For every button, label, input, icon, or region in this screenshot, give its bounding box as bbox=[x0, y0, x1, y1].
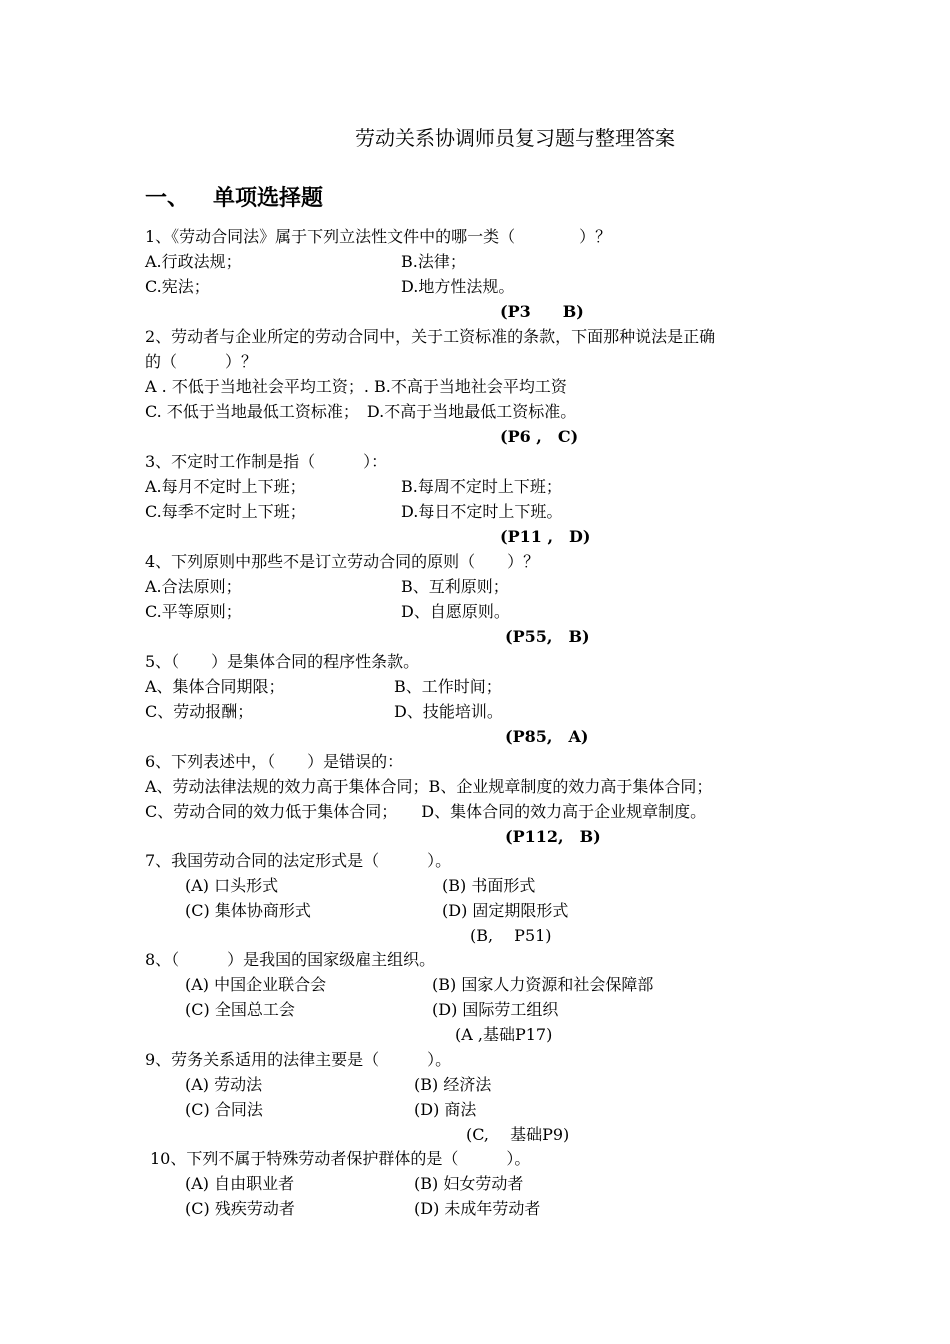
question-stem: 8、（ ）是我国的国家级雇主组织。 bbox=[145, 950, 436, 969]
options-line: A . 不低于当地社会平均工资；. B.不高于当地社会平均工资 bbox=[145, 377, 567, 396]
section-label: 单项选择题 bbox=[213, 186, 324, 211]
question-stem: 5、（ ）是集体合同的程序性条款。 bbox=[145, 652, 420, 671]
answer-reference: (P112, B) bbox=[505, 827, 601, 846]
option-a: (A) 口头形式 bbox=[185, 876, 279, 895]
answer-reference: (P3 B) bbox=[500, 302, 584, 321]
page-title: 劳动关系协调师员复习题与整理答案 bbox=[355, 126, 675, 150]
option-d: D、自愿原则。 bbox=[401, 602, 510, 621]
option-a: (A) 自由职业者 bbox=[185, 1174, 295, 1193]
option-d: D.地方性法规。 bbox=[401, 277, 515, 296]
option-c: (C) 合同法 bbox=[185, 1100, 263, 1119]
option-b: B.法律； bbox=[401, 252, 466, 271]
option-d: (D) 固定期限形式 bbox=[442, 901, 569, 920]
question-stem-continued: 的（ ）？ bbox=[145, 352, 258, 371]
answer-reference: (P6 , C) bbox=[500, 427, 579, 446]
option-c: (C) 残疾劳动者 bbox=[185, 1199, 295, 1218]
option-c: C.平等原则； bbox=[145, 602, 242, 621]
option-d: (D) 未成年劳动者 bbox=[414, 1199, 541, 1218]
question-stem: 9、劳务关系适用的法律主要是（ ）。 bbox=[145, 1050, 452, 1069]
question-stem: 6、下列表述中，（ ）是错误的： bbox=[145, 752, 404, 771]
option-a: A.合法原则； bbox=[145, 577, 242, 596]
option-c: C.宪法； bbox=[145, 277, 210, 296]
option-a: (A) 劳动法 bbox=[185, 1075, 263, 1094]
option-a: A.行政法规； bbox=[145, 252, 242, 271]
option-a: A.每月不定时上下班； bbox=[145, 477, 306, 496]
question-stem: 7、我国劳动合同的法定形式是（ ）。 bbox=[145, 851, 452, 870]
option-d: D、技能培训。 bbox=[394, 702, 503, 721]
option-a: A、集体合同期限； bbox=[145, 677, 285, 696]
question-stem: 10、下列不属于特殊劳动者保护群体的是（ ）。 bbox=[150, 1149, 531, 1168]
option-b: (B) 国家人力资源和社会保障部 bbox=[432, 975, 654, 994]
answer-reference: (C, 基础P9) bbox=[466, 1125, 570, 1144]
option-b: B、工作时间； bbox=[394, 677, 502, 696]
options-line: C、劳动合同的效力低于集体合同； D、集体合同的效力高于企业规章制度。 bbox=[145, 802, 707, 821]
answer-reference: (P85, A) bbox=[505, 727, 589, 746]
option-c: (C) 全国总工会 bbox=[185, 1000, 295, 1019]
section-number: 一、 bbox=[145, 186, 190, 211]
question-stem: 4、下列原则中那些不是订立劳动合同的原则（ ）？ bbox=[145, 552, 540, 571]
question-stem: 1、《劳动合同法》属于下列立法性文件中的哪一类（ ）？ bbox=[145, 227, 612, 246]
answer-reference: (B, P51) bbox=[470, 926, 552, 945]
option-d: (D) 商法 bbox=[414, 1100, 477, 1119]
option-d: D.每日不定时上下班。 bbox=[401, 502, 563, 521]
option-b: (B) 妇女劳动者 bbox=[414, 1174, 524, 1193]
option-c: C、劳动报酬； bbox=[145, 702, 254, 721]
option-d: (D) 国际劳工组织 bbox=[432, 1000, 559, 1019]
option-c: (C) 集体协商形式 bbox=[185, 901, 311, 920]
answer-reference: (P55, B) bbox=[505, 627, 590, 646]
option-c: C.每季不定时上下班； bbox=[145, 502, 306, 521]
option-b: (B) 书面形式 bbox=[442, 876, 536, 895]
question-stem: 2、劳动者与企业所定的劳动合同中，关于工资标准的条款，下面那种说法是正确 bbox=[145, 327, 716, 346]
answer-reference: (A ,基础P17) bbox=[455, 1025, 553, 1044]
options-line: C. 不低于当地最低工资标准； D.不高于当地最低工资标准。 bbox=[145, 402, 577, 421]
option-b: B、互利原则； bbox=[401, 577, 509, 596]
option-b: (B) 经济法 bbox=[414, 1075, 492, 1094]
question-stem: 3、不定时工作制是指（ ）： bbox=[145, 452, 388, 471]
options-line: A、劳动法律法规的效力高于集体合同；B、企业规章制度的效力高于集体合同； bbox=[145, 777, 713, 796]
option-a: (A) 中国企业联合会 bbox=[185, 975, 327, 994]
option-b: B.每周不定时上下班； bbox=[401, 477, 562, 496]
section-heading bbox=[145, 184, 323, 214]
answer-reference: (P11 , D) bbox=[500, 527, 591, 546]
